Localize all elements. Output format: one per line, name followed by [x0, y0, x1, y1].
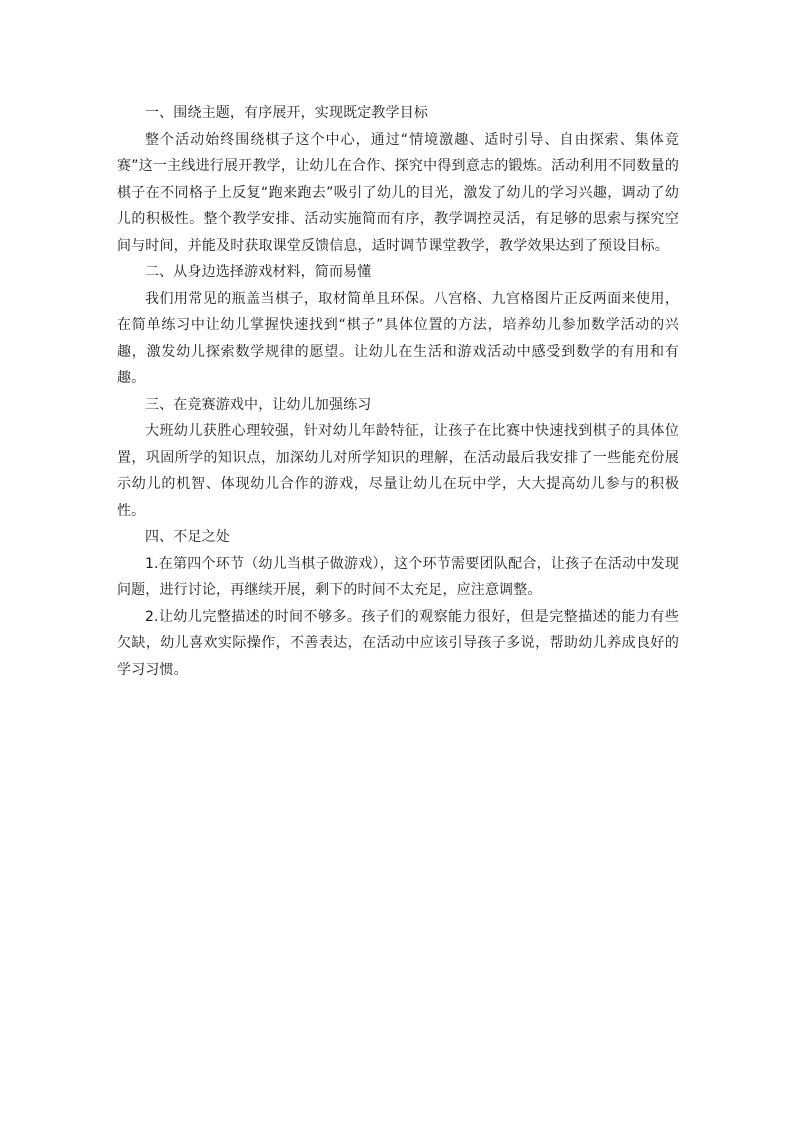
- section-1-paragraph-1: 整个活动始终围绕棋子这个中心，通过“情境激趣、适时引导、自由探索、集体竞赛”这一主线进行展开教学，让幼儿在合作、探究中得到意志的锻炼。活动利用不同数量的棋子在不同格子上反复“跑来跑去”吸引了幼儿的目光，激发了幼儿的学习兴趣，调动了幼儿的积极性。整个教学安排、活动实施简而有序，教学调控灵活，有足够的思索与探究空间与时间，并能及时获取课堂反馈信息，适时调节课堂教学，教学效果达到了预设目标。: [117, 131, 679, 254]
- section-4-paragraph-1: 1.在第四个环节（幼儿当棋子做游戏），这个环节需要团队配合，让孩子在活动中发现问题，进行讨论，再继续开展，剩下的时间不太充足，应注意调整。: [117, 555, 679, 598]
- section-heading-3: 三、在竞赛游戏中，让幼儿加强练习: [145, 396, 372, 413]
- section-heading-2: 二、从身边选择游戏材料，简而易懂: [145, 264, 372, 280]
- document-body: [117, 100, 679, 683]
- section-2-paragraph-1: 我们用常见的瓶盖当棋子，取材简单且环保。八宫格、九宫格图片正反两面来使用，在简单练习中让幼儿掌握快速找到“棋子”具体位置的方法，培养幼儿参加数学活动的兴趣，激发幼儿探索数学规律的愿望。让幼儿在生活和游戏活动中感受到数学的有用和有趣。: [117, 290, 679, 386]
- section-3-paragraph-1: 大班幼儿获胜心理较强，针对幼儿年龄特征，让孩子在比赛中快速找到棋子的具体位置，巩固所学的知识点，加深幼儿对所学知识的理解，在活动最后我安排了一些能充份展示幼儿的机智、体现幼儿合作的游戏，尽量让幼儿在玩中学，大大提高幼儿参与的积极性。: [117, 423, 679, 519]
- section-heading-1: 一、围绕主题，有序展开，实现既定教学目标: [145, 105, 428, 121]
- section-4-paragraph-2: 2.让幼儿完整描述的时间不够多。孩子们的观察能力很好，但是完整描述的能力有些欠缺，幼儿喜欢实际操作，不善表达，在活动中应该引导孩子多说，帮助幼儿养成良好的学习习惯。: [117, 608, 679, 678]
- section-heading-4: 四、不足之处: [145, 529, 230, 545]
